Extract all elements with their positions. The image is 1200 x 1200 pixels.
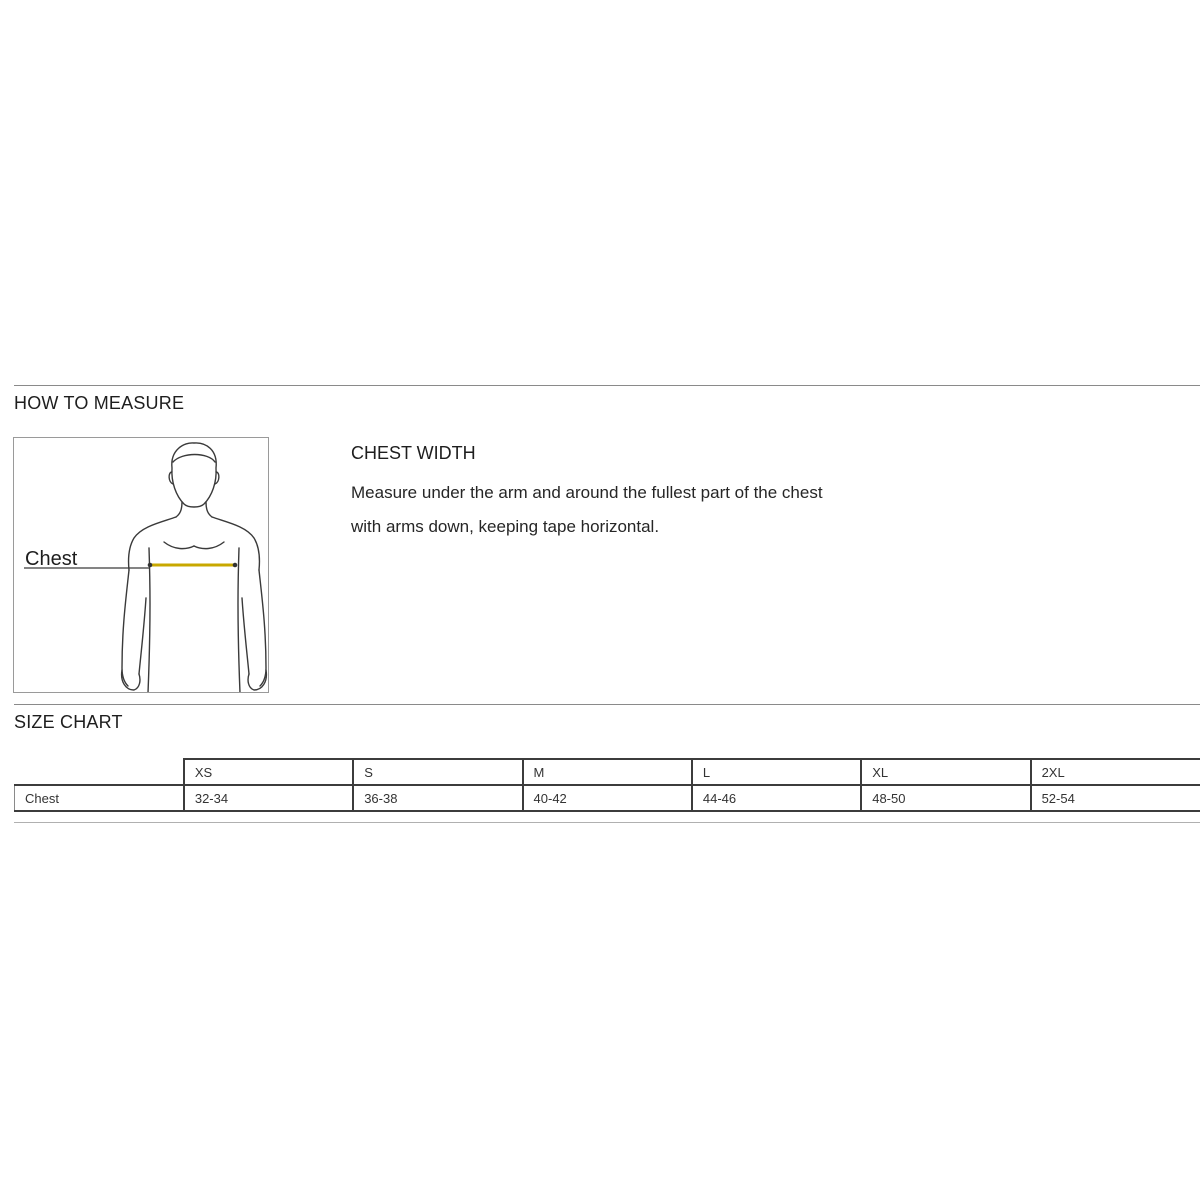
chest-value-s: 36-38 [353, 785, 522, 811]
middle-divider [14, 704, 1200, 705]
size-chart-table [14, 758, 1200, 812]
row-label-chest: Chest [15, 785, 184, 811]
size-chart-title: SIZE CHART [14, 712, 123, 732]
measurement-figure [13, 437, 269, 693]
size-header-xs: XS [184, 759, 353, 785]
empty-corner-cell [15, 759, 184, 785]
chest-value-xs: 32-34 [184, 785, 353, 811]
instruction-line-1: Measure under the arm and around the fullest part of the chest [351, 483, 823, 502]
size-header-2xl: 2XL [1031, 759, 1200, 785]
size-header-m: M [523, 759, 692, 785]
chest-width-title: CHEST WIDTH [351, 443, 476, 463]
chest-label: Chest [25, 548, 78, 570]
size-header-s: S [353, 759, 522, 785]
chest-value-m: 40-42 [523, 785, 692, 811]
size-header-row [15, 759, 1200, 785]
bottom-divider [14, 822, 1200, 823]
top-divider [14, 385, 1200, 386]
chest-value-l: 44-46 [692, 785, 861, 811]
chest-value-2xl: 52-54 [1031, 785, 1200, 811]
chest-width-instructions [351, 476, 911, 544]
instruction-line-2: with arms down, keeping tape horizontal. [351, 517, 660, 536]
table-row [15, 785, 1200, 811]
size-header-xl: XL [861, 759, 1030, 785]
size-header-l: L [692, 759, 861, 785]
chest-value-xl: 48-50 [861, 785, 1030, 811]
how-to-measure-title: HOW TO MEASURE [14, 393, 185, 413]
